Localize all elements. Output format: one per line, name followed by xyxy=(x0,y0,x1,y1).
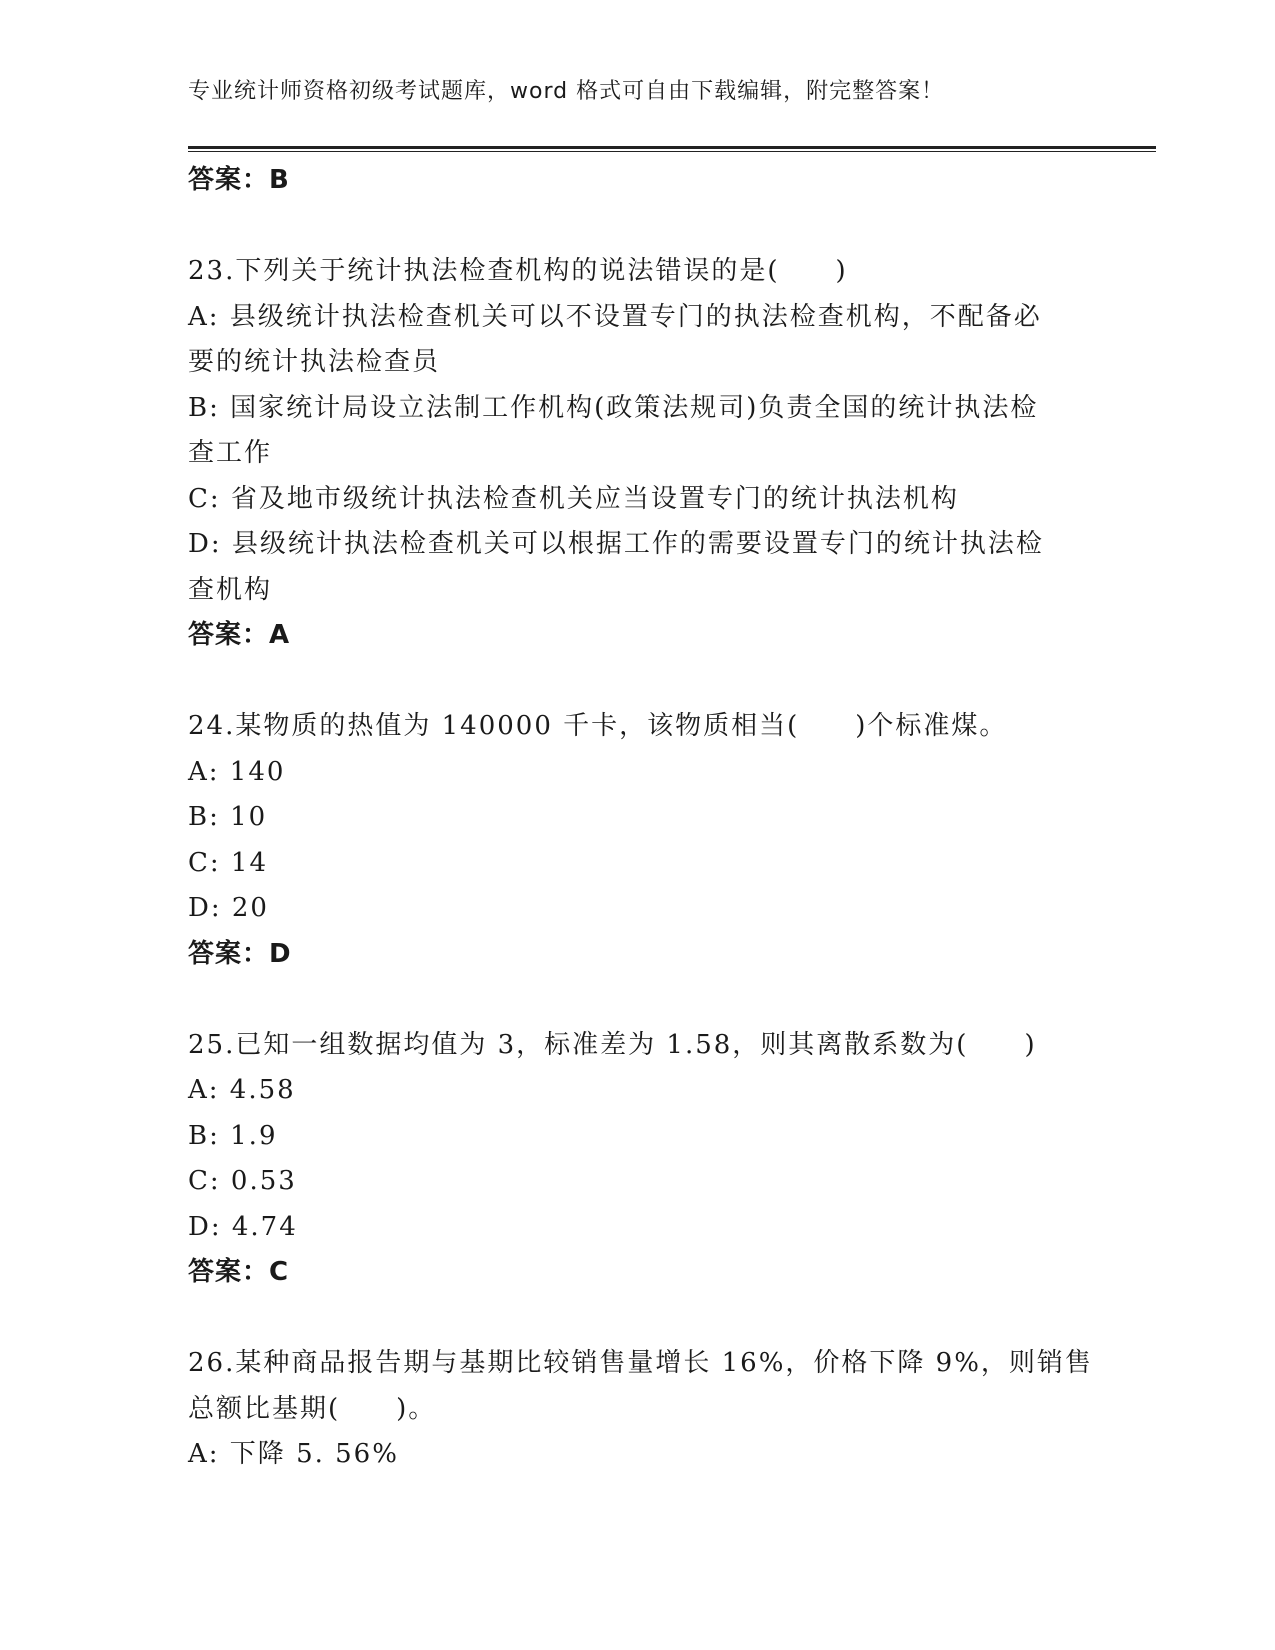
answer-line: 答案：D xyxy=(188,938,292,969)
answer-line: 答案：A xyxy=(188,620,291,650)
question-text: 24.某物质的热值为 140000 千卡，该物质相当( )个标准煤。 xyxy=(188,711,1008,741)
option-b: B: 1.9 xyxy=(188,1120,278,1151)
option-b-cont: 查工作 xyxy=(188,438,273,468)
answer-line: 答案：B xyxy=(188,165,290,195)
question-block xyxy=(188,1341,1093,1478)
spacer xyxy=(188,977,1088,1023)
option-d-cont: 查机构 xyxy=(188,574,273,605)
option-d: D: 县级统计执法检查机关可以根据工作的需要设置专门的统计执法检 xyxy=(188,529,1044,559)
question-text: 25.已知一组数据均值为 3，标准差为 1.58，则其离散系数为( ) xyxy=(188,1029,1037,1060)
option-c: C: 14 xyxy=(188,847,269,878)
option-a: A: 县级统计执法检查机关可以不设置专门的执法检查机构，不配备必 xyxy=(188,301,1042,332)
content xyxy=(188,158,1093,1478)
question-block xyxy=(188,249,1088,659)
question-text: 26.某种商品报告期与基期比较销售量增长 16%，价格下降 9%，则销售 xyxy=(188,1348,1093,1378)
option-a: A: 下降 5. 56% xyxy=(188,1439,399,1469)
question-block xyxy=(188,1023,1088,1296)
option-d: D: 4.74 xyxy=(188,1211,298,1242)
spacer xyxy=(188,204,1088,250)
option-c: C: 0.53 xyxy=(188,1166,297,1196)
option-c: C: 省及地市级统计执法检查机关应当设置专门的统计执法机构 xyxy=(188,483,959,514)
question-block xyxy=(188,704,1088,977)
question-text-cont: 总额比基期( )。 xyxy=(188,1393,437,1424)
answer-line: 答案：C xyxy=(188,1257,290,1287)
header-rule-thick xyxy=(188,146,1156,149)
option-a: A: 4.58 xyxy=(188,1075,296,1105)
option-a-cont: 要的统计执法检查员 xyxy=(188,347,441,377)
header-rule-thin xyxy=(188,151,1156,152)
option-b: B: 10 xyxy=(188,802,268,832)
page-header: 专业统计师资格初级考试题库，word 格式可自由下载编辑，附完整答案！ xyxy=(188,79,945,104)
option-b: B: 国家统计局设立法制工作机构(政策法规司)负责全国的统计执法检 xyxy=(188,392,1039,423)
option-d: D: 20 xyxy=(188,893,269,923)
question-text: 23.下列关于统计执法检查机构的说法错误的是( ) xyxy=(188,256,848,286)
spacer xyxy=(188,659,1088,705)
option-a: A: 140 xyxy=(188,756,286,787)
spacer xyxy=(188,1296,1088,1342)
